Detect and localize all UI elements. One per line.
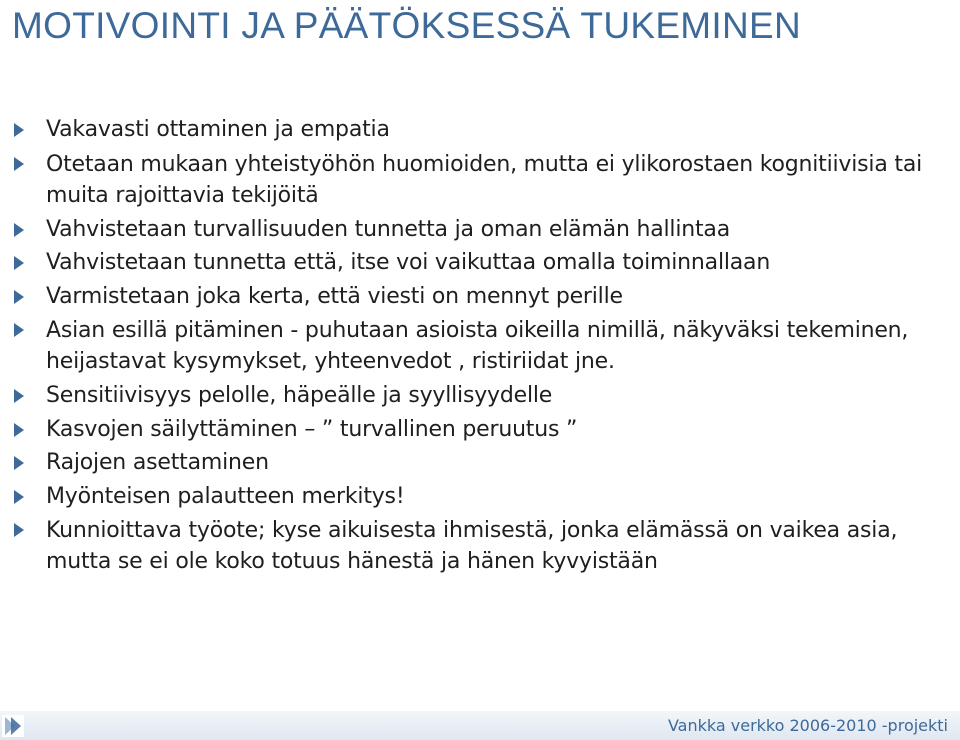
list-item bbox=[12, 413, 952, 447]
list-item bbox=[12, 446, 952, 480]
slide-title: MOTIVOINTI JA PÄÄTÖKSESSÄ TUKEMINEN bbox=[12, 5, 802, 46]
list-item bbox=[12, 513, 952, 579]
project-logo-icon bbox=[2, 715, 24, 737]
bullet-text: Asian esillä pitäminen - puhutaan asioista oikeilla nimillä, näkyväksi tekeminen, heijastavat kysymykset, yhteenvedot , ristiriidat jne. bbox=[46, 318, 909, 374]
bullet-text: Otetaan mukaan yhteistyöhön huomioiden, mutta ei ylikorostaen kognitiivisia tai muita rajoittavia tekijöitä bbox=[46, 151, 923, 208]
list-item bbox=[12, 213, 952, 247]
bullet-text: Kasvojen säilyttäminen – ” turvallinen peruutus ” bbox=[46, 416, 578, 442]
triangle-bullet-icon bbox=[14, 256, 24, 270]
list-item bbox=[12, 313, 952, 379]
list-item bbox=[12, 480, 952, 514]
triangle-bullet-icon bbox=[14, 157, 24, 171]
bullet-text: Sensitiivisyys pelolle, häpeälle ja syyllisyydelle bbox=[46, 383, 553, 408]
triangle-bullet-icon bbox=[14, 123, 24, 137]
triangle-bullet-icon bbox=[14, 456, 24, 470]
bullet-text: Vahvistetaan turvallisuuden tunnetta ja oman elämän hallintaa bbox=[46, 216, 730, 242]
bullet-text: Rajojen asettaminen bbox=[46, 450, 269, 475]
triangle-bullet-icon bbox=[14, 389, 24, 403]
triangle-bullet-icon bbox=[14, 290, 24, 304]
list-item bbox=[12, 147, 952, 213]
bullet-list bbox=[12, 113, 952, 579]
triangle-bullet-icon bbox=[14, 323, 24, 337]
triangle-bullet-icon bbox=[14, 423, 24, 437]
list-item bbox=[12, 113, 952, 147]
bullet-text: Vakavasti ottaminen ja empatia bbox=[46, 117, 390, 142]
list-item bbox=[12, 379, 952, 413]
triangle-bullet-icon bbox=[14, 490, 24, 504]
triangle-bullet-icon bbox=[14, 523, 24, 537]
list-item bbox=[12, 280, 952, 314]
list-item bbox=[12, 246, 952, 280]
bullet-text: Varmistetaan joka kerta, että viesti on mennyt perille bbox=[46, 283, 623, 309]
bullet-text: Vahvistetaan tunnetta että, itse voi vaikuttaa omalla toiminnallaan bbox=[46, 250, 771, 275]
triangle-bullet-icon bbox=[14, 223, 24, 237]
bullet-text: Kunnioittava työote; kyse aikuisesta ihmisestä, jonka elämässä on vaikea asia, mutta se ei ole koko totuus hänestä ja hänen kyvyistään bbox=[46, 518, 898, 574]
footer-text: Vankka verkko 2006-2010 -projekti bbox=[667, 716, 948, 735]
bullet-text: Myönteisen palautteen merkitys! bbox=[46, 483, 405, 509]
